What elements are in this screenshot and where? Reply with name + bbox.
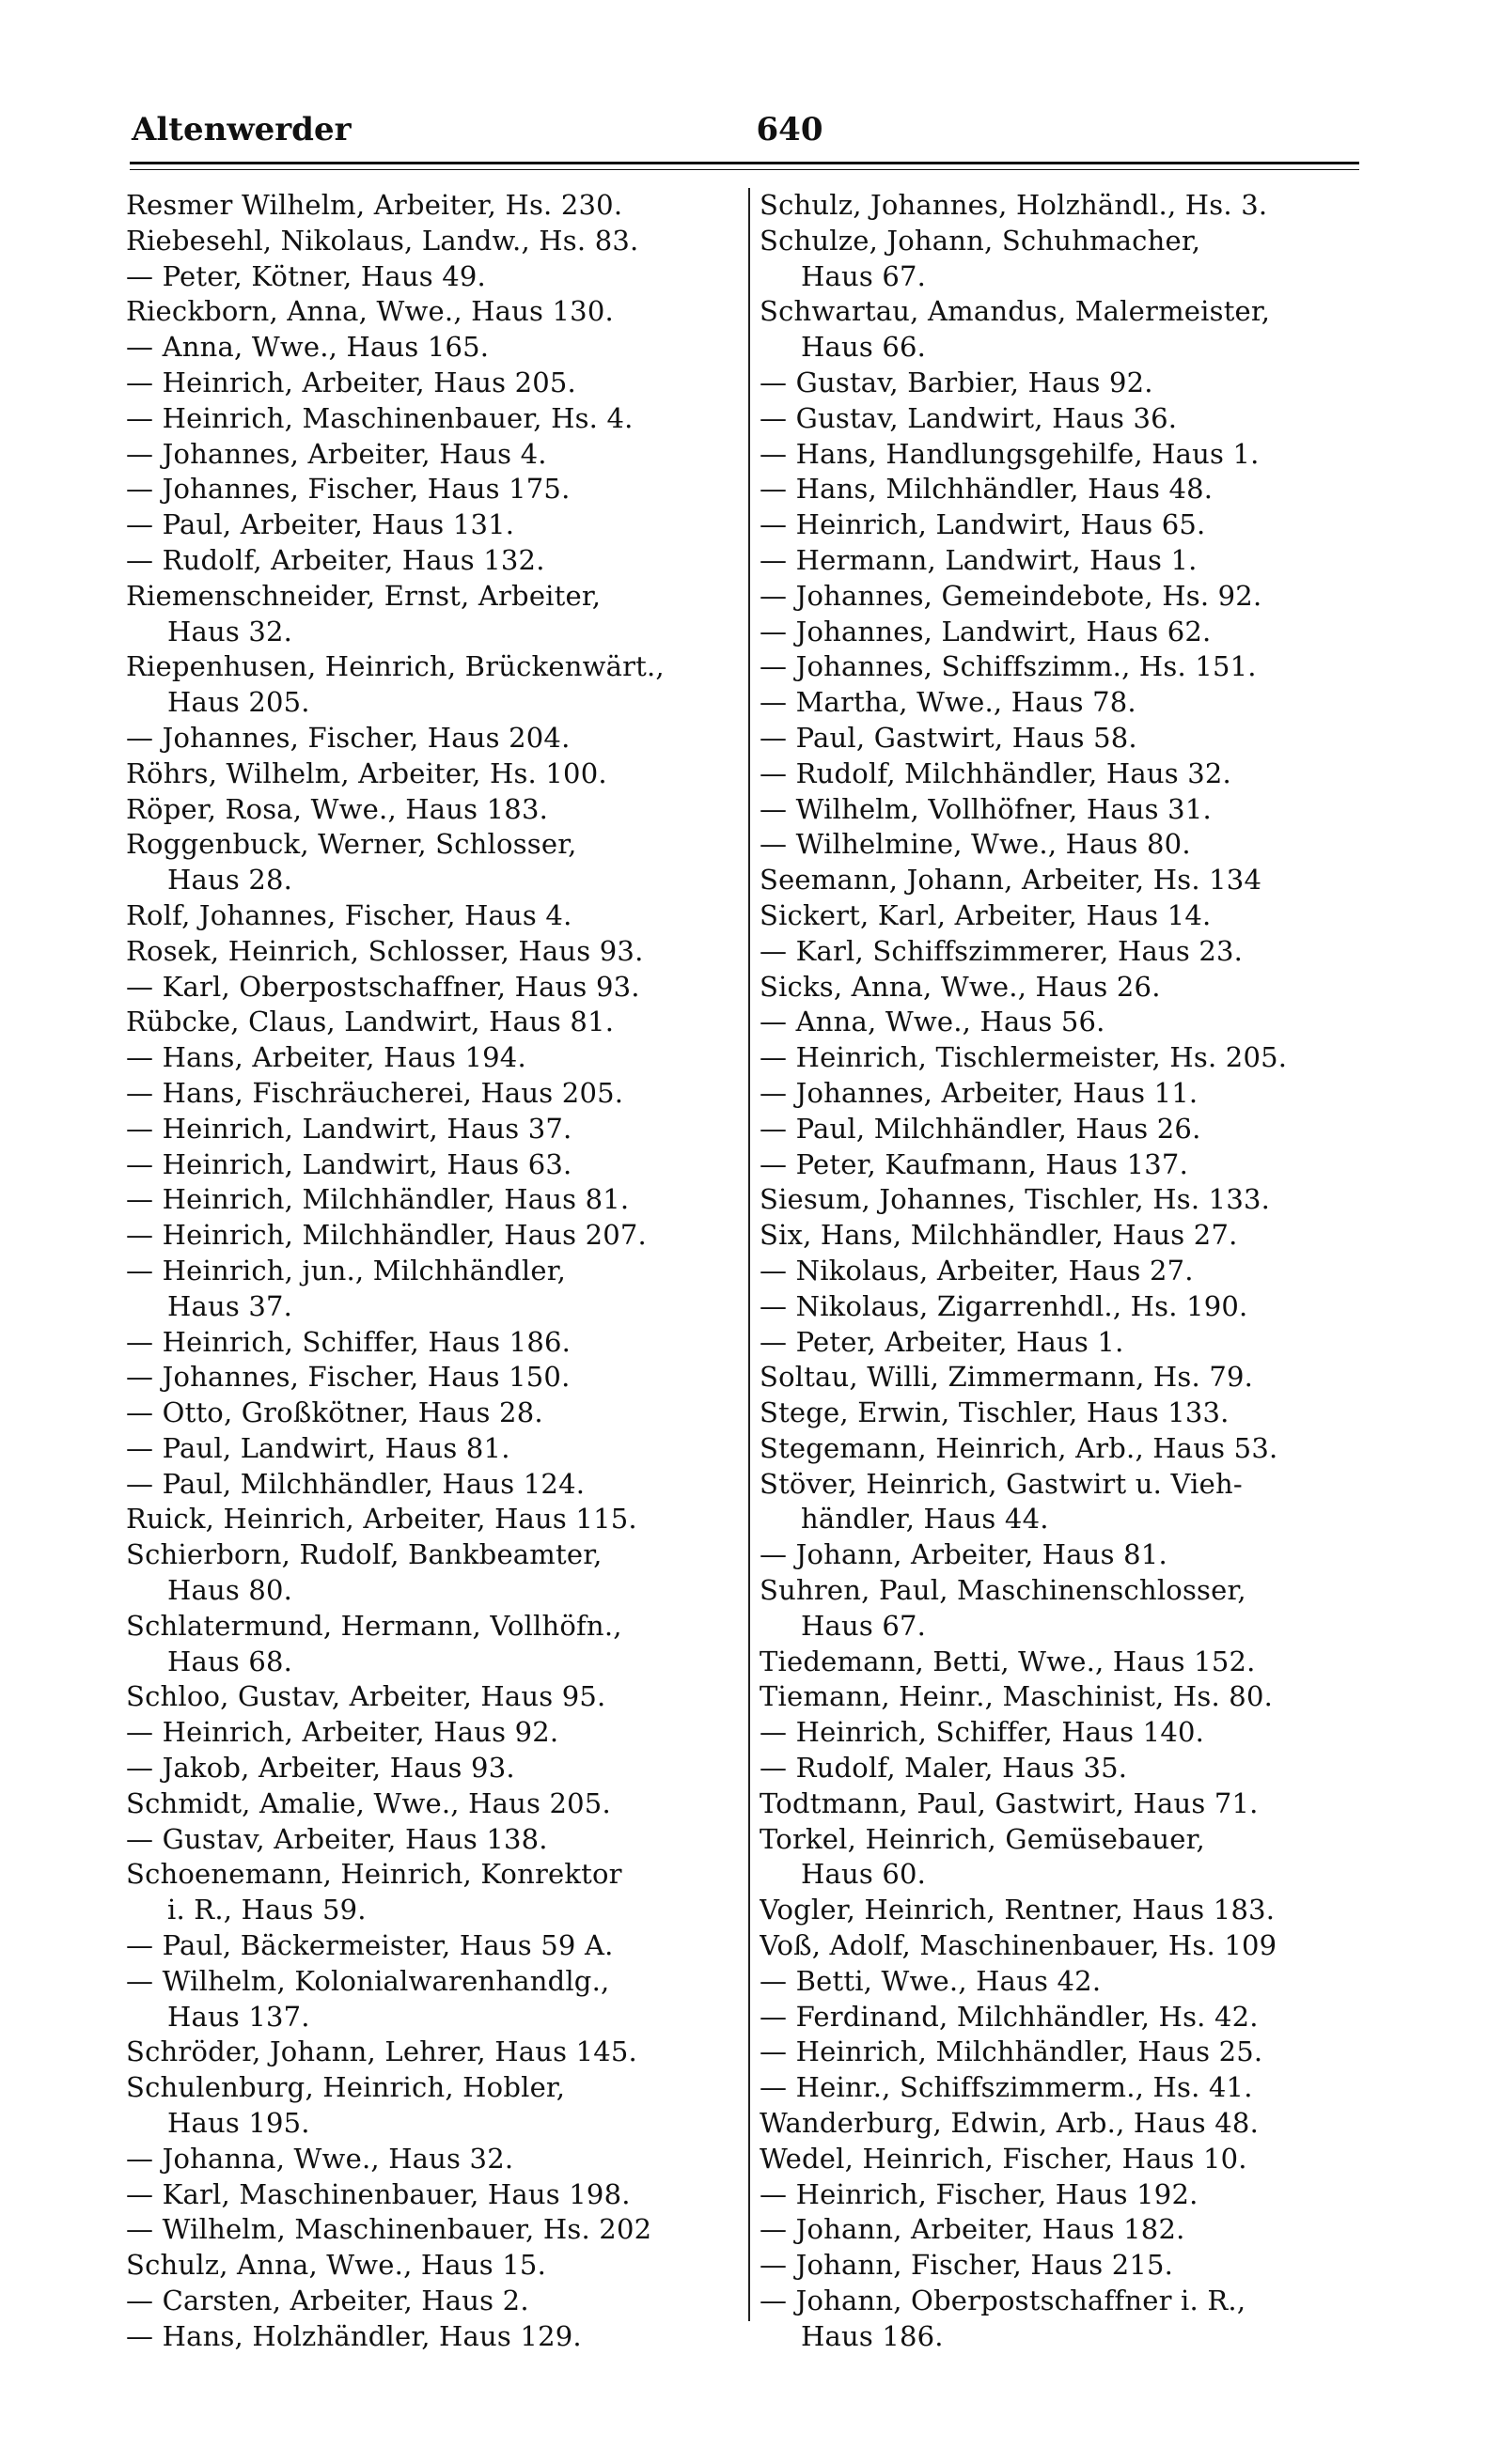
directory-entry: — Heinrich, Fischer, Haus 192. — [760, 2177, 1198, 2210]
directory-entry-continuation: Haus 60. — [801, 1858, 927, 1891]
directory-entry: — Heinrich, Landwirt, Haus 37. — [126, 1112, 572, 1145]
directory-entry: Schloo, Gustav, Arbeiter, Haus 95. — [126, 1680, 606, 1713]
directory-entry: Schröder, Johann, Lehrer, Haus 145. — [126, 2035, 637, 2068]
directory-entry: — Wilhelm, Kolonialwarenhandlg., — [126, 1964, 610, 1997]
directory-entry: — Paul, Arbeiter, Haus 131. — [126, 508, 515, 541]
directory-entry: Rolf, Johannes, Fischer, Haus 4. — [126, 898, 572, 931]
directory-entry: — Hans, Milchhändler, Haus 48. — [760, 473, 1214, 506]
directory-entry: Resmer Wilhelm, Arbeiter, Hs. 230. — [126, 189, 623, 221]
directory-entry: — Johann, Oberpostschaffner i. R., — [760, 2285, 1246, 2317]
directory-entry: — Karl, Maschinenbauer, Haus 198. — [126, 2177, 631, 2210]
directory-entry: — Paul, Landwirt, Haus 81. — [126, 1431, 510, 1464]
directory-entry-continuation: Haus 195. — [167, 2107, 310, 2140]
directory-entry: — Anna, Wwe., Haus 165. — [126, 331, 490, 364]
directory-entry: Röhrs, Wilhelm, Arbeiter, Hs. 100. — [126, 756, 607, 789]
directory-entry: — Johannes, Schiffszimm., Hs. 151. — [760, 650, 1257, 683]
directory-entry: Stegemann, Heinrich, Arb., Haus 53. — [760, 1431, 1278, 1464]
directory-entry-continuation: Haus 80. — [167, 1574, 293, 1607]
directory-entry: — Wilhelmine, Wwe., Haus 80. — [760, 828, 1191, 861]
directory-entry: — Karl, Schiffszimmerer, Haus 23. — [760, 934, 1244, 967]
directory-entry: — Johannes, Arbeiter, Haus 11. — [760, 1076, 1198, 1109]
directory-entry: Rosek, Heinrich, Schlosser, Haus 93. — [126, 934, 644, 967]
header-rule-thin — [130, 169, 1359, 170]
directory-entry-continuation: i. R., Haus 59. — [167, 1894, 367, 1926]
right-column — [760, 188, 1361, 2352]
directory-entry: — Paul, Bäckermeister, Haus 59 A. — [126, 1929, 614, 1962]
directory-entry: Wanderburg, Edwin, Arb., Haus 48. — [760, 2107, 1259, 2140]
directory-entry: — Heinrich, Milchhändler, Haus 81. — [126, 1183, 630, 1216]
directory-entry: — Rudolf, Milchhändler, Haus 32. — [760, 756, 1231, 789]
directory-entry: Todtmann, Paul, Gastwirt, Haus 71. — [760, 1786, 1259, 1819]
directory-entry: — Nikolaus, Arbeiter, Haus 27. — [760, 1254, 1194, 1287]
directory-entry: — Johannes, Fischer, Haus 204. — [126, 721, 571, 754]
directory-entry: Rieckborn, Anna, Wwe., Haus 130. — [126, 295, 614, 328]
directory-entry-continuation: Haus 137. — [167, 2000, 310, 2033]
directory-entry: Schulz, Anna, Wwe., Haus 15. — [126, 2249, 547, 2282]
directory-entry: Tiedemann, Betti, Wwe., Haus 152. — [760, 1645, 1256, 1677]
directory-entry: — Johann, Arbeiter, Haus 81. — [760, 1538, 1167, 1571]
directory-entry: — Karl, Oberpostschaffner, Haus 93. — [126, 970, 640, 1003]
directory-entry-continuation: Haus 67. — [801, 1609, 927, 1642]
directory-entry-continuation: Haus 32. — [167, 615, 293, 647]
directory-entry: — Johann, Fischer, Haus 215. — [760, 2249, 1174, 2282]
directory-entry: — Ferdinand, Milchhändler, Hs. 42. — [760, 2000, 1259, 2033]
directory-entry: — Otto, Großkötner, Haus 28. — [126, 1396, 543, 1429]
directory-entry: Siesum, Johannes, Tischler, Hs. 133. — [760, 1183, 1271, 1216]
directory-entry: — Hans, Handlungsgehilfe, Haus 1. — [760, 437, 1260, 470]
directory-entry: Schmidt, Amalie, Wwe., Haus 205. — [126, 1786, 611, 1819]
directory-entry: Six, Hans, Milchhändler, Haus 27. — [760, 1219, 1238, 1252]
directory-entry: Soltau, Willi, Zimmermann, Hs. 79. — [760, 1361, 1254, 1394]
directory-entry: — Heinrich, Schiffer, Haus 140. — [760, 1716, 1205, 1749]
directory-entry: Stege, Erwin, Tischler, Haus 133. — [760, 1396, 1230, 1429]
directory-entry: Riepenhusen, Heinrich, Brückenwärt., — [126, 650, 665, 683]
directory-entry: Riemenschneider, Ernst, Arbeiter, — [126, 579, 602, 612]
directory-entry: Schulze, Johann, Schuhmacher, — [760, 224, 1201, 257]
directory-entry: — Heinrich, Maschinenbauer, Hs. 4. — [126, 401, 634, 434]
directory-entry: — Paul, Milchhändler, Haus 26. — [760, 1112, 1201, 1145]
directory-entry: Voß, Adolf, Maschinenbauer, Hs. 109 — [760, 1929, 1277, 1962]
directory-entry-continuation: händler, Haus 44. — [801, 1503, 1049, 1536]
directory-entry: — Heinrich, jun., Milchhändler, — [126, 1254, 567, 1287]
directory-entry: — Carsten, Arbeiter, Haus 2. — [126, 2285, 529, 2317]
directory-entry: — Paul, Gastwirt, Haus 58. — [760, 721, 1137, 754]
header-rule — [130, 162, 1359, 164]
directory-entry: Sickert, Karl, Arbeiter, Haus 14. — [760, 898, 1212, 931]
directory-entry: Stöver, Heinrich, Gastwirt u. Vieh- — [760, 1467, 1243, 1500]
directory-entry: — Hans, Fischräucherei, Haus 205. — [126, 1076, 624, 1109]
directory-entry-continuation: Haus 68. — [167, 1645, 293, 1677]
directory-entry: — Gustav, Arbeiter, Haus 138. — [126, 1822, 548, 1855]
directory-entry: — Johanna, Wwe., Haus 32. — [126, 2142, 514, 2175]
directory-entry: — Rudolf, Arbeiter, Haus 132. — [126, 543, 545, 576]
directory-entry: Rübcke, Claus, Landwirt, Haus 81. — [126, 1006, 615, 1038]
place-name: Altenwerder — [132, 111, 352, 148]
directory-entry: — Heinrich, Milchhändler, Haus 25. — [760, 2035, 1263, 2068]
directory-entry: — Johannes, Arbeiter, Haus 4. — [126, 437, 547, 470]
directory-entry: — Gustav, Barbier, Haus 92. — [760, 366, 1153, 398]
directory-entry-continuation: Haus 28. — [167, 864, 293, 897]
directory-entry: — Heinr., Schiffszimmerm., Hs. 41. — [760, 2071, 1253, 2104]
directory-entry: — Johannes, Gemeindebote, Hs. 92. — [760, 579, 1262, 612]
directory-entry: Roggenbuck, Werner, Schlosser, — [126, 828, 577, 861]
directory-entry: — Wilhelm, Maschinenbauer, Hs. 202 — [126, 2213, 652, 2246]
directory-entry: — Betti, Wwe., Haus 42. — [760, 1964, 1102, 1997]
directory-entry: Riebesehl, Nikolaus, Landw., Hs. 83. — [126, 224, 639, 257]
directory-entry: — Heinrich, Arbeiter, Haus 92. — [126, 1716, 559, 1749]
directory-entry: Röper, Rosa, Wwe., Haus 183. — [126, 792, 549, 825]
directory-entry: Seemann, Johann, Arbeiter, Hs. 134 — [760, 864, 1262, 897]
directory-entry: Wedel, Heinrich, Fischer, Haus 10. — [760, 2142, 1247, 2175]
directory-entry: Torkel, Heinrich, Gemüsebauer, — [760, 1822, 1205, 1855]
directory-entry: Schlatermund, Hermann, Vollhöfn., — [126, 1609, 622, 1642]
directory-entry: — Hans, Holzhändler, Haus 129. — [126, 2319, 582, 2352]
directory-entry: Schwartau, Amandus, Malermeister, — [760, 295, 1271, 328]
directory-entry: Schulenburg, Heinrich, Hobler, — [126, 2071, 566, 2104]
directory-entry: — Paul, Milchhändler, Haus 124. — [126, 1467, 586, 1500]
directory-entry: Schulz, Johannes, Holzhändl., Hs. 3. — [760, 189, 1268, 221]
directory-entry: — Johann, Arbeiter, Haus 182. — [760, 2213, 1185, 2246]
directory-entry: — Heinrich, Tischlermeister, Hs. 205. — [760, 1041, 1288, 1074]
directory-entry: — Rudolf, Maler, Haus 35. — [760, 1752, 1128, 1785]
directory-entry: — Heinrich, Landwirt, Haus 65. — [760, 508, 1206, 541]
directory-entry: — Hans, Arbeiter, Haus 194. — [126, 1041, 526, 1074]
directory-entry: — Heinrich, Schiffer, Haus 186. — [126, 1325, 572, 1358]
directory-entry: Schierborn, Rudolf, Bankbeamter, — [126, 1538, 603, 1571]
directory-entry: — Heinrich, Milchhändler, Haus 207. — [126, 1219, 647, 1252]
directory-entry: — Peter, Kötner, Haus 49. — [126, 259, 486, 292]
directory-entry: — Wilhelm, Vollhöfner, Haus 31. — [760, 792, 1212, 825]
directory-entry-continuation: Haus 66. — [801, 331, 927, 364]
page-number: 640 — [756, 111, 823, 148]
directory-entry: Tiemann, Heinr., Maschinist, Hs. 80. — [760, 1680, 1274, 1713]
directory-entry-continuation: Haus 37. — [167, 1289, 293, 1322]
directory-entry: — Jakob, Arbeiter, Haus 93. — [126, 1752, 515, 1785]
directory-entry: — Heinrich, Landwirt, Haus 63. — [126, 1147, 572, 1180]
directory-entry-continuation: Haus 67. — [801, 259, 927, 292]
directory-entry: Sicks, Anna, Wwe., Haus 26. — [760, 970, 1161, 1003]
directory-entry: Vogler, Heinrich, Rentner, Haus 183. — [760, 1894, 1276, 1926]
directory-entry: — Gustav, Landwirt, Haus 36. — [760, 401, 1178, 434]
directory-entry: — Hermann, Landwirt, Haus 1. — [760, 543, 1198, 576]
directory-entry: — Martha, Wwe., Haus 78. — [760, 686, 1136, 719]
directory-entry: — Johannes, Landwirt, Haus 62. — [760, 615, 1212, 647]
directory-entry: — Peter, Kaufmann, Haus 137. — [760, 1147, 1188, 1180]
page-header — [132, 105, 1358, 154]
directory-entry: — Nikolaus, Zigarrenhdl., Hs. 190. — [760, 1289, 1248, 1322]
directory-entry: Ruick, Heinrich, Arbeiter, Haus 115. — [126, 1503, 637, 1536]
left-column — [126, 188, 728, 2352]
directory-entry-continuation: Haus 205. — [167, 686, 310, 719]
directory-entry: — Peter, Arbeiter, Haus 1. — [760, 1325, 1124, 1358]
directory-entry: — Johannes, Fischer, Haus 175. — [126, 473, 571, 506]
directory-entry: — Anna, Wwe., Haus 56. — [760, 1006, 1105, 1038]
directory-entry: — Heinrich, Arbeiter, Haus 205. — [126, 366, 576, 398]
directory-entry: — Johannes, Fischer, Haus 150. — [126, 1361, 571, 1394]
column-divider — [748, 188, 750, 2321]
directory-entry: Suhren, Paul, Maschinenschlosser, — [760, 1574, 1246, 1607]
directory-entry: Schoenemann, Heinrich, Konrektor — [126, 1858, 622, 1891]
directory-entry-continuation: Haus 186. — [801, 2319, 944, 2352]
